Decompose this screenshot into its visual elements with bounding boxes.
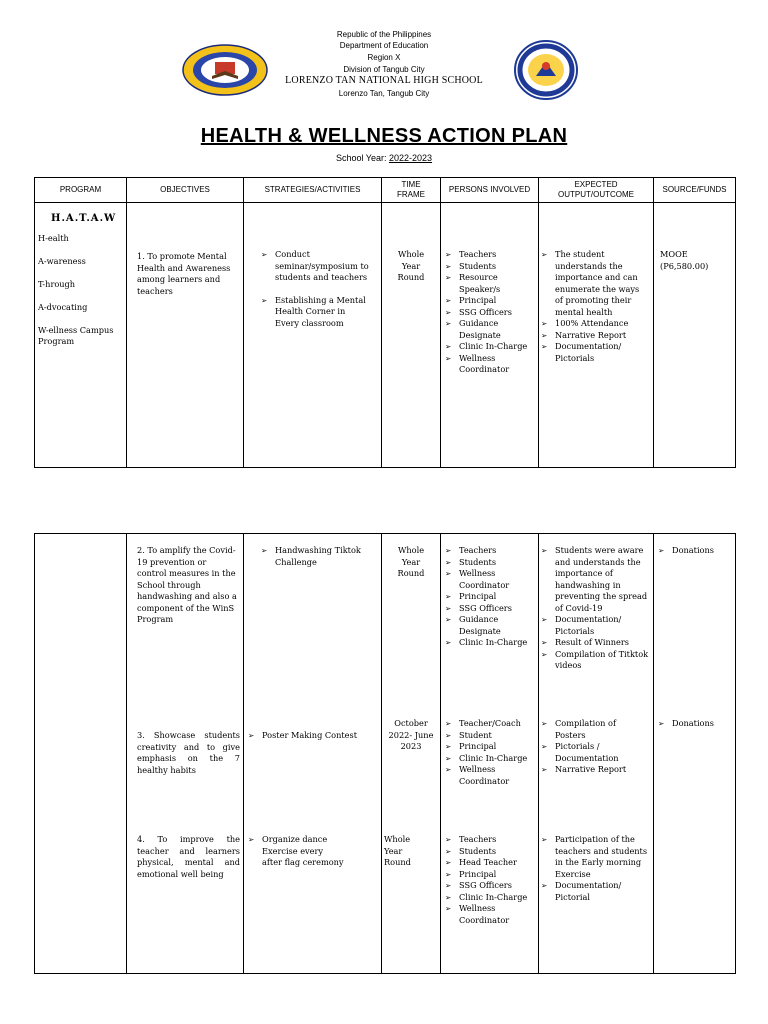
objective-cell — [127, 534, 244, 974]
strategies-cell — [244, 203, 382, 468]
col-header-strategies: STRATEGIES/ACTIVITIES — [244, 178, 382, 203]
objective-cell — [127, 203, 244, 468]
school-year-value: 2022-2023 — [389, 153, 433, 163]
program-line: W-ellness Campus Program — [38, 324, 114, 346]
objective-text: 4. To improve the teacher and learners physical, mental and emotional well being — [137, 834, 240, 879]
col-header-source: SOURCE/FUNDS — [654, 178, 736, 203]
persons-list — [443, 545, 536, 649]
outcome-item: ➢ Pictorials / Documentation — [539, 741, 649, 764]
strategy-item: ➢ Handwashing Tiktok Challenge — [259, 545, 375, 568]
strategies-list — [244, 203, 381, 329]
person-item: ➢ Head Teacher — [443, 857, 536, 869]
strategy-item: ➢ Conduct seminar/symposium to students and teachers — [259, 249, 369, 284]
outcome-cell — [539, 203, 654, 468]
outcome-item: ➢ Documentation/ Pictorial — [539, 880, 649, 903]
person-item: ➢ Clinic In-Charge — [443, 892, 536, 904]
source-item: ➢ Donations — [656, 545, 733, 557]
col-header-objectives: OBJECTIVES — [127, 178, 244, 203]
time-frame-text: Whole Year Round — [384, 834, 411, 867]
outcome-list — [539, 834, 649, 903]
outcome-list — [539, 203, 653, 364]
time-frame-text: Whole Year Round — [397, 249, 425, 282]
action-plan-table-part1 — [34, 177, 736, 468]
strategies-list — [246, 730, 377, 742]
time-frame-cell — [382, 203, 441, 468]
source-item: ➢ Donations — [656, 718, 733, 730]
outcome-item: ➢ Participation of the teachers and students in the Early morning Exercise — [539, 834, 649, 880]
col-header-outcome: EXPECTED OUTPUT/OUTCOME — [539, 178, 654, 203]
outcome-item: ➢ Narrative Report — [539, 330, 647, 342]
person-item: ➢ Teachers — [443, 249, 536, 261]
source-list — [656, 545, 733, 557]
header-division: Division of Tangub City — [343, 65, 425, 74]
person-item: ➢ Guidance Designate — [443, 318, 536, 341]
program-line: H-ealth — [38, 232, 69, 243]
header-address: Lorenzo Tan, Tangub City — [338, 89, 430, 98]
person-item: ➢ Principal — [443, 591, 536, 603]
objective-text: 2. To amplify the Covid-19 prevention or control measures in the School through handwashing and also a component of the WinS Program — [137, 545, 237, 624]
source-list — [656, 718, 733, 730]
table-header-row — [35, 178, 736, 203]
person-item: ➢ Wellness Coordinator — [443, 568, 536, 591]
person-item: ➢ Teachers — [443, 834, 536, 846]
person-item: ➢ SSG Officers — [443, 880, 536, 892]
outcome-item: ➢ The student understands the importance and can enumerate the ways of promoting their mental health — [539, 249, 647, 318]
persons-cell — [441, 203, 539, 468]
persons-list — [443, 834, 536, 926]
time-frame-cell — [382, 534, 441, 974]
person-item: ➢ Principal — [443, 869, 536, 881]
source-cell — [654, 534, 736, 974]
objective-text: 1. To promote Mental Health and Awareness among learners and teachers — [137, 251, 231, 296]
source-cell — [654, 203, 736, 468]
program-title: H.A.T.A.W — [51, 213, 117, 224]
strategies-cell — [244, 534, 382, 974]
persons-list — [443, 718, 538, 787]
col-header-program: PROGRAM — [35, 178, 127, 203]
program-cell — [35, 203, 127, 468]
action-plan-table-part2 — [34, 533, 736, 974]
school-year-label: School Year: — [335, 153, 389, 163]
person-item: ➢ Wellness Coordinator — [443, 353, 536, 376]
outcome-list — [539, 545, 649, 672]
persons-list — [441, 203, 538, 376]
outcome-list — [539, 718, 649, 776]
outcome-item: ➢ Documentation/ Pictorials — [539, 341, 647, 364]
person-item: ➢ Resource Speaker/s — [443, 272, 536, 295]
person-item: ➢ Clinic In-Charge — [443, 637, 536, 649]
strategies-list — [259, 545, 375, 568]
strategy-item: ➢ Organize dance Exercise every after flag ceremony — [246, 834, 345, 869]
persons-cell — [441, 534, 539, 974]
outcome-item: ➢ Documentation/ Pictorials — [539, 614, 649, 637]
header-school-name: LORENZO TAN NATIONAL HIGH SCHOOL — [285, 75, 483, 86]
person-item: ➢ Students — [443, 261, 536, 273]
person-item: ➢ Teacher/Coach — [443, 718, 538, 730]
outcome-item: ➢ Students were aware and understands the importance of handwashing in preventing the spread of Covid-19 — [539, 545, 649, 614]
time-frame-text: Whole Year Round — [397, 545, 425, 578]
table-row — [35, 534, 736, 974]
person-item: ➢ SSG Officers — [443, 603, 536, 615]
time-frame-text: October 2022- June 2023 — [388, 718, 434, 751]
outcome-item: ➢ Compilation of Posters — [539, 718, 649, 741]
outcome-cell — [539, 534, 654, 974]
person-item: ➢ Wellness Coordinator — [443, 764, 538, 787]
document-title: HEALTH & WELLNESS ACTION PLAN — [200, 125, 568, 147]
source-text: MOOE (P6,580.00) — [660, 249, 709, 271]
header-department: Department of Education — [339, 41, 429, 50]
outcome-item: ➢ 100% Attendance — [539, 318, 647, 330]
person-item: ➢ Principal — [443, 741, 538, 753]
strategies-list — [246, 834, 345, 869]
program-line: T-hrough — [38, 278, 76, 289]
program-line: A-wareness — [38, 255, 86, 266]
person-item: ➢ Students — [443, 557, 536, 569]
program-line: A-dvocating — [38, 301, 88, 312]
col-header-persons: PERSONS INVOLVED — [441, 178, 539, 203]
person-item: ➢ Students — [443, 846, 536, 858]
person-item: ➢ SSG Officers — [443, 307, 536, 319]
col-header-time-frame: TIME FRAME — [382, 178, 441, 203]
program-cell-empty — [35, 534, 127, 974]
school-year — [0, 153, 768, 163]
outcome-item: ➢ Compilation of Titktok videos — [539, 649, 649, 672]
person-item: ➢ Guidance Designate — [443, 614, 536, 637]
outcome-item: ➢ Narrative Report — [539, 764, 649, 776]
person-item: ➢ Teachers — [443, 545, 536, 557]
person-item: ➢ Clinic In-Charge — [443, 753, 538, 765]
person-item: ➢ Clinic In-Charge — [443, 341, 536, 353]
table-row — [35, 203, 736, 468]
header-republic: Republic of the Philippines — [336, 30, 432, 39]
strategy-item: ➢ Poster Making Contest — [246, 730, 377, 742]
strategy-item: ➢ Establishing a Mental Health Corner in Every classroom — [259, 295, 369, 330]
person-item: ➢ Student — [443, 730, 538, 742]
person-item: ➢ Wellness Coordinator — [443, 903, 536, 926]
outcome-item: ➢ Result of Winners — [539, 637, 649, 649]
objective-text: 3. Showcase students creativity and to give emphasis on the 7 healthy habits — [137, 730, 240, 775]
header-region: Region X — [367, 53, 401, 62]
person-item: ➢ Principal — [443, 295, 536, 307]
